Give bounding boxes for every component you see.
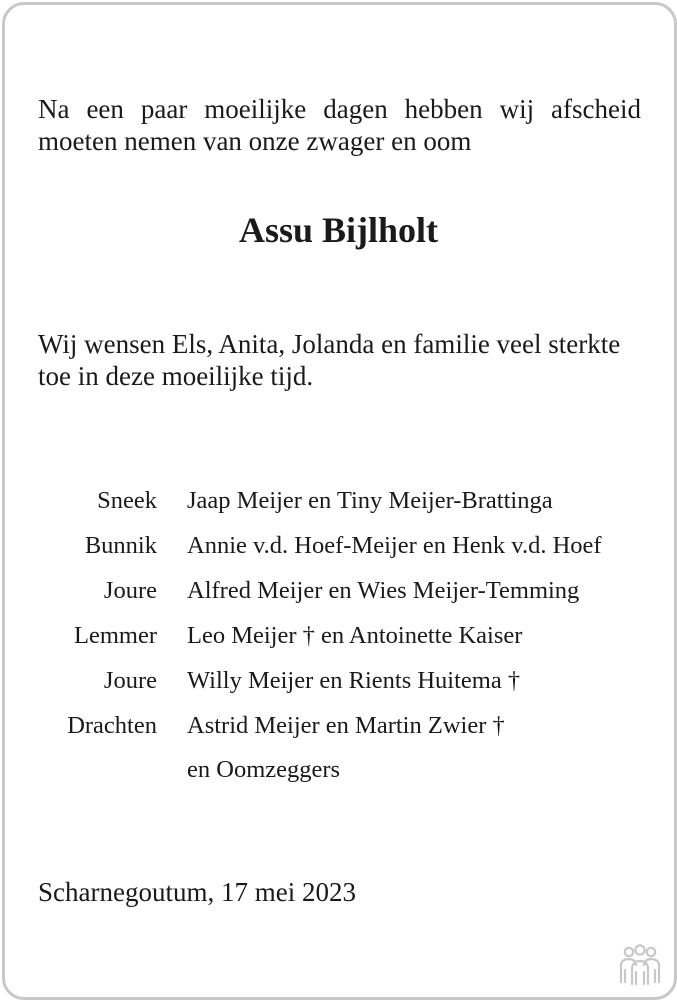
family-row	[0, 707, 677, 752]
family-group-icon	[616, 944, 664, 986]
family-list	[0, 482, 677, 752]
place-date: Scharnegoutum, 17 mei 2023	[38, 877, 356, 907]
family-names: Jaap Meijer en Tiny Meijer-Brattinga	[187, 487, 553, 514]
family-names: Leo Meijer † en Antoinette Kaiser	[187, 622, 523, 649]
family-names: Alfred Meijer en Wies Meijer-Temming	[187, 577, 580, 604]
family-place: Drachten	[67, 712, 157, 739]
family-place: Joure	[103, 577, 157, 604]
deceased-name: Assu Bijlholt	[238, 210, 439, 250]
family-place: Sneek	[97, 487, 157, 514]
family-place: Joure	[103, 667, 157, 694]
family-row	[0, 527, 677, 572]
family-place: Lemmer	[74, 622, 157, 649]
family-row	[0, 662, 677, 707]
family-row	[0, 572, 677, 617]
family-names: Willy Meijer en Rients Huitema †	[187, 667, 521, 694]
family-row	[0, 482, 677, 527]
intro-text: Na een paar moeilijke dagen hebben wij afscheid moeten nemen van onze zwager en oom	[38, 94, 641, 156]
wish-text: Wij wensen Els, Anita, Jolanda en familie veel sterkte toe in deze moeilijke tijd.	[38, 329, 621, 391]
family-names: Annie v.d. Hoef-Meijer en Henk v.d. Hoef	[187, 532, 602, 559]
family-place: Bunnik	[84, 532, 157, 559]
closing-line: en Oomzeggers	[187, 756, 341, 783]
family-row	[0, 617, 677, 662]
family-names: Astrid Meijer en Martin Zwier †	[187, 712, 505, 739]
